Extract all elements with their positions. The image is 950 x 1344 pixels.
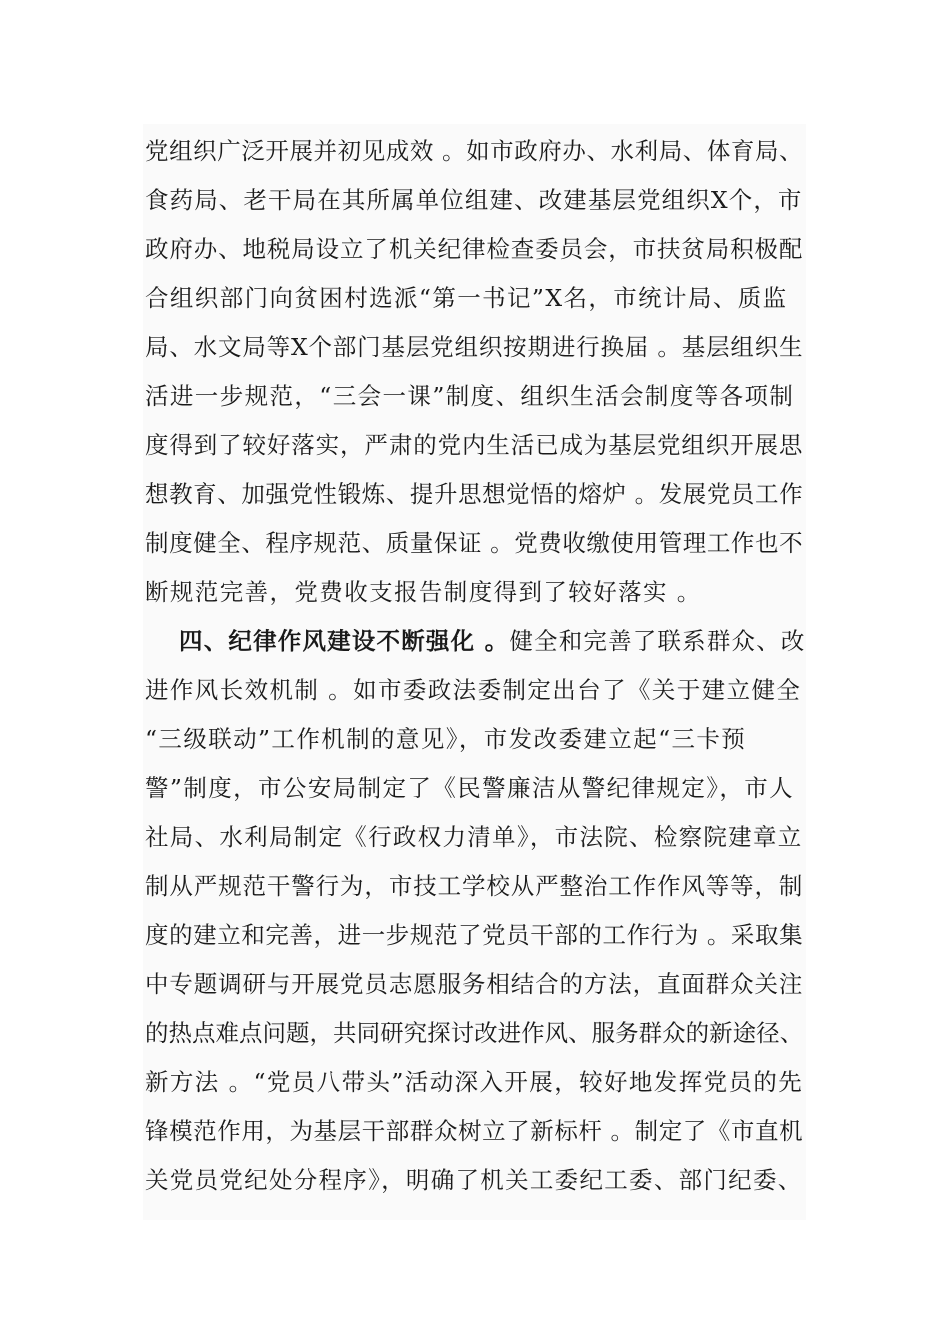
- text-line: 断规范完善，党费收支报告制度得到了较好落实 。: [145, 578, 702, 606]
- text-line: 新方法 。“党员八带头”活动深入开展，较好地发挥党员的先: [145, 1068, 804, 1096]
- text-line: “三级联动”工作机制的意见》，市发改委建立起“三卡预: [145, 725, 747, 753]
- text-line: 想教育、加强党性锻炼、提升思想觉悟的熔炉 。发展党员工作: [145, 480, 804, 508]
- text-line: 政府办、地税局设立了机关纪律检查委员会，市扶贫局积极配: [145, 235, 804, 263]
- text-line: 局、水文局等X个部门基层党组织按期进行换届 。基层组织生: [145, 333, 804, 361]
- text-line: 活进一步规范，“三会一课”制度、组织生活会制度等各项制: [145, 382, 795, 410]
- text-line: 制从严规范干警行为，市技工学校从严整治工作作风等等，制: [145, 872, 804, 900]
- section-heading-line: [179, 617, 806, 666]
- text-line: 进作风长效机制 。如市委政法委制定出台了《关于建立健全: [145, 676, 802, 704]
- text-line: 关党员党纪处分程序》，明确了机关工委纪工委、部门纪委、: [145, 1166, 803, 1194]
- text-line: 锋模范作用，为基层干部群众树立了新标杆 。制定了《市直机: [145, 1117, 804, 1145]
- text-line: 合组织部门向贫困村选派“第一书记”X名，市统计局、质监: [145, 284, 788, 312]
- text-line: 制度健全、程序规范、质量保证 。党费收缴使用管理工作也不: [145, 529, 804, 557]
- text-line: 度得到了较好落实，严肃的党内生活已成为基层党组织开展思: [145, 431, 804, 459]
- text-line: 党组织广泛开展并初见成效 。如市政府办、水利局、体育局、: [145, 137, 804, 165]
- text-line: 的热点难点问题，共同研究探讨改进作风、服务群众的新途径、: [145, 1019, 804, 1047]
- section-heading-continuation: 健全和完善了联系群众、改: [509, 627, 806, 655]
- body-text: [143, 124, 806, 1220]
- text-line: 食药局、老干局在其所属单位组建、改建基层党组织X个，市: [145, 186, 803, 214]
- text-line: 中专题调研与开展党员志愿服务相结合的方法，直面群众关注: [145, 970, 804, 998]
- text-line: 社局、水利局制定《行政权力清单》，市法院、检察院建章立: [145, 823, 803, 851]
- text-line: 警”制度，市公安局制定了《民警廉洁从警纪律规定》，市人: [145, 774, 795, 802]
- section-heading: 四、纪律作风建设不断强化 。: [179, 627, 510, 655]
- text-line: 度的建立和完善，进一步规范了党员干部的工作行为 。采取集: [145, 921, 804, 949]
